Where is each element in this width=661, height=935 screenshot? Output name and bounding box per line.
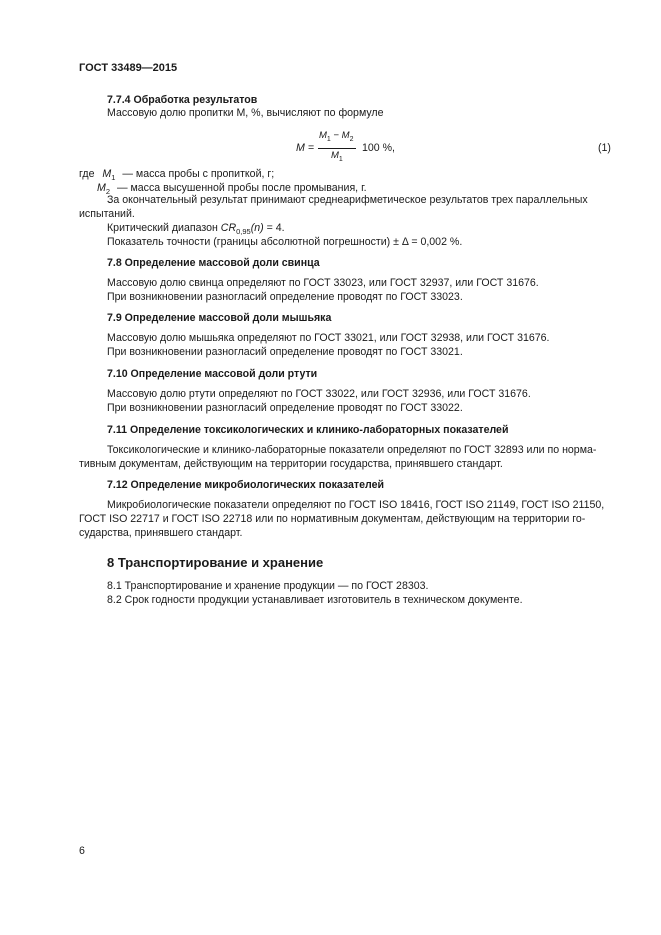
section-7-8-line-2: При возникновении разногласий определение проводят по ГОСТ 33023. [107,291,463,303]
section-7-11-line-1: Токсикологические и клинико-лабораторные показатели определяют по ГОСТ 32893 или по норма- [107,444,597,456]
var1-desc: — масса пробы с пропиткой, г; [122,168,275,180]
section-8-1: 8.1 Транспортирование и хранение продукции — по ГОСТ 28303. [107,580,429,592]
formula-numerator [319,130,353,143]
accuracy-line: Показатель точности (границы абсолютной погрешности) ± Δ = 0,002 %. [107,236,463,248]
section-7-9-line-1: Массовую долю мышьяка определяют по ГОСТ 33021, или ГОСТ 32938, или ГОСТ 31676. [107,332,550,344]
formula-minus: − [330,130,342,141]
crit-arg: (n) [250,222,264,234]
var1-sub: 1 [111,173,116,183]
final-result-line-1: За окончательный результат принимают среднеарифметическое результатов трех параллельных [107,194,588,206]
section-7-12-title: 7.12 Определение микробиологических показателей [107,479,384,491]
page-number: 6 [79,845,85,857]
formula-number: (1) [598,142,611,154]
section-7-8-line-1: Массовую долю свинца определяют по ГОСТ 33023, или ГОСТ 32937, или ГОСТ 31676. [107,277,539,289]
crit-sub: 0,95 [236,227,251,237]
var2-sub: 2 [105,187,110,197]
section-8-2: 8.2 Срок годности продукции устанавливает изготовитель в техническом документе. [107,594,523,606]
var1-symbol: M [102,168,112,180]
document-id: ГОСТ 33489—2015 [79,62,178,74]
formula-den: M [331,150,339,161]
formula-num-b-sub: 2 [349,135,354,143]
var2-desc: — масса высушенной пробы после промывания, г. [116,182,367,194]
crit-prefix: Критический диапазон [107,222,221,234]
section-7-7-4-title: 7.7.4 Обработка результатов [107,94,258,106]
section-7-9-line-2: При возникновении разногласий определение проводят по ГОСТ 33021. [107,346,463,358]
formula-tail: 100 %, [362,142,395,154]
formula-lhs: M [296,142,305,154]
formula-den-sub: 1 [338,155,343,163]
formula-num-a: M [319,130,327,141]
final-result-line-2: испытаний. [79,208,135,220]
where-prefix: где [79,168,95,180]
section-7-11-line-2: тивным документам, действующим на территории государства, принявшего стандарт. [79,458,503,470]
var2-symbol: M [97,182,106,194]
crit-val: = 4. [263,222,285,234]
formula-denominator [331,150,343,163]
section-7-12-line-2: ГОСТ ISO 22717 и ГОСТ ISO 22718 или по нормативным документам, действующим на территории го- [79,513,586,525]
section-7-7-4-intro: Массовую долю пропитки M, %, вычисляют по формуле [107,107,384,119]
section-7-9-title: 7.9 Определение массовой доли мышьяка [107,312,332,324]
section-7-11-title: 7.11 Определение токсикологических и клинико-лабораторных показателей [107,424,509,436]
section-7-8-title: 7.8 Определение массовой доли свинца [107,257,320,269]
crit-symbol: CR [220,222,237,234]
section-8-title: 8 Транспортирование и хранение [107,555,324,570]
formula-num-b: M [341,130,350,141]
section-7-10-line-1: Массовую долю ртути определяют по ГОСТ 33022, или ГОСТ 32936, или ГОСТ 31676. [107,388,531,400]
section-7-10-title: 7.10 Определение массовой доли ртути [107,368,318,380]
formula-num-a-sub: 1 [326,135,331,143]
formula-fraction-bar [318,148,356,149]
formula-equals: = [308,142,315,154]
section-7-12-line-1: Микробиологические показатели определяют по ГОСТ ISO 18416, ГОСТ ISO 21149, ГОСТ ISO 21150, [107,499,605,511]
section-7-10-line-2: При возникновении разногласий определение проводят по ГОСТ 33022. [107,402,463,414]
section-7-12-line-3: сударства, принявшего стандарт. [79,527,243,539]
